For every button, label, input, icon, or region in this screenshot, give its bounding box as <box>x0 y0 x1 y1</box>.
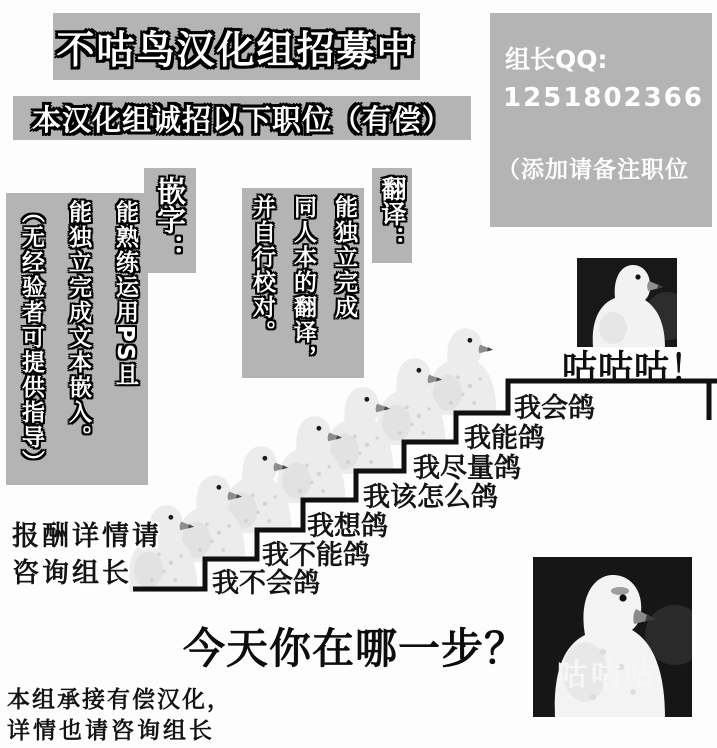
poster-title: 不咕鸟汉化组招募中 <box>56 28 417 72</box>
typesetter-label: 嵌字： <box>153 176 187 263</box>
goo-caption-bottom: 咕咕咕 <box>557 658 659 693</box>
translator-desc-col: 能独立完成 <box>331 195 357 320</box>
poster-subtitle-box <box>13 96 471 140</box>
typesetter-desc-col: 能熟练运用PS且 <box>112 200 138 388</box>
pigeon-photo-bottom <box>533 557 692 717</box>
step-label-7: 我会鸽 <box>514 393 595 424</box>
translator-desc-box <box>242 188 364 378</box>
pigeon-icon <box>428 328 497 415</box>
pay-note-line1: 报酬详情请 <box>12 521 162 552</box>
contact-note: （添加请备注职位 <box>497 157 689 183</box>
translator-label-box <box>372 168 412 263</box>
step-label-4: 我该怎么鸽 <box>363 482 498 513</box>
typesetter-desc-col: 能独立完成文本嵌入。 <box>65 200 91 450</box>
translator-label: 翻译： <box>378 176 407 251</box>
pay-note-line2: 咨询组长 <box>12 558 132 589</box>
pigeon-icon <box>377 358 446 445</box>
typesetter-desc-col: （无经验者可提供指导） <box>18 200 44 475</box>
translator-desc-col: 同人本的翻译， <box>290 195 316 370</box>
contact-box <box>490 13 712 227</box>
typesetter-label-box <box>144 168 196 273</box>
typesetter-desc-box <box>6 193 148 485</box>
step-label-2: 我不能鸽 <box>262 540 370 571</box>
qq-number: 1251802366 <box>503 83 704 113</box>
step-label-1: 我不会鸽 <box>212 568 320 599</box>
poster-subtitle: 本汉化组诚招以下职位（有偿） <box>31 102 452 137</box>
footer-line1: 本组承接有偿汉化， <box>7 687 232 713</box>
pigeon-photo-top-image <box>577 258 677 347</box>
goo-caption-top: 咕咕咕！ <box>562 349 707 389</box>
step-label-3: 我想鸽 <box>307 511 388 542</box>
footer-line2: 详情也请咨询组长 <box>7 718 215 744</box>
step-label-5: 我尽量鸽 <box>413 453 521 484</box>
pigeon-photo-top <box>577 258 677 347</box>
qq-label: 组长QQ: <box>505 45 608 74</box>
poster-title-box <box>53 13 420 80</box>
question-text: 今天你在哪一步？ <box>183 624 528 673</box>
translator-desc-col: 并自行校对。 <box>249 195 275 345</box>
step-label-6: 我能鸽 <box>464 423 545 454</box>
